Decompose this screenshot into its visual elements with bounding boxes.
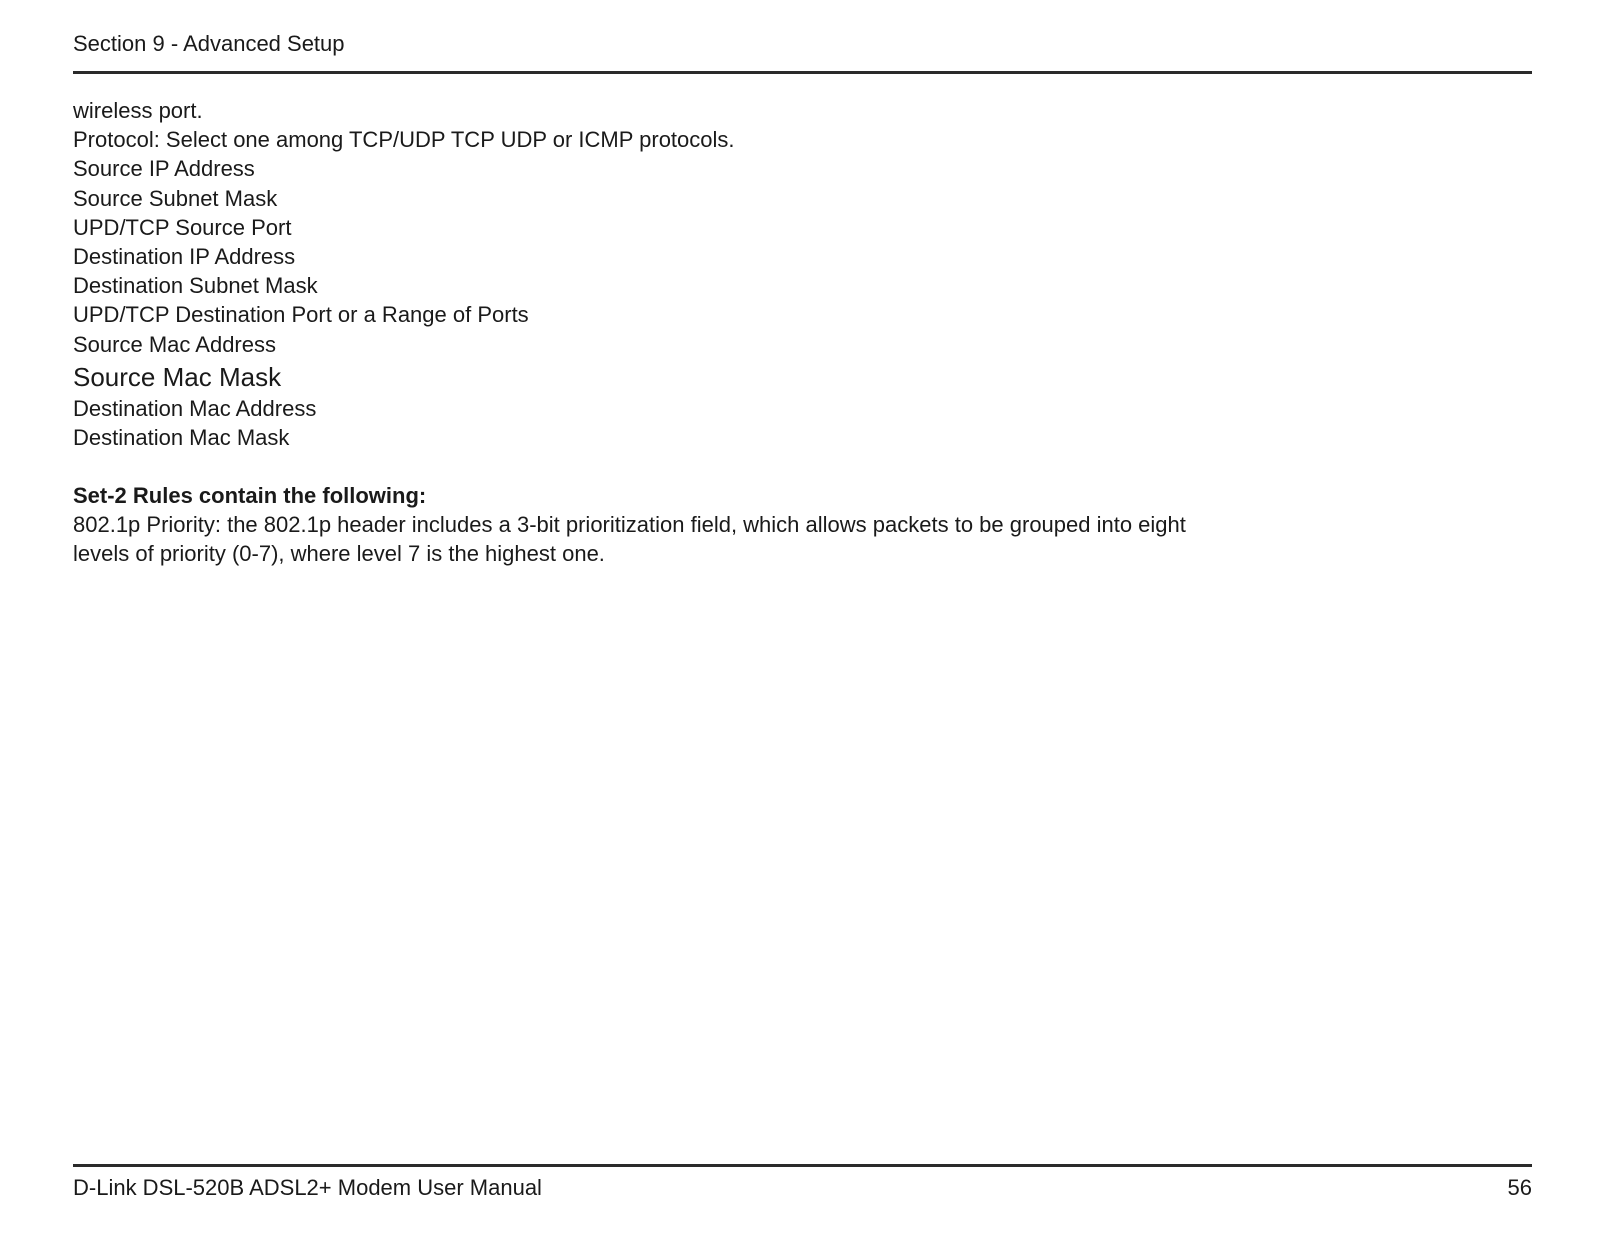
- set2-paragraph-line-2: levels of priority (0-7), where level 7 is the highest one.: [73, 541, 605, 567]
- set2-heading: Set-2 Rules contain the following:: [73, 483, 427, 509]
- text-line-source-mac-mask: Source Mac Mask: [73, 361, 282, 392]
- text-line-destination-ip: Destination IP Address: [73, 244, 296, 270]
- page-header-title: Section 9 - Advanced Setup: [73, 31, 345, 56]
- footer-divider: [73, 1164, 1532, 1167]
- text-line-wireless-port: wireless port.: [73, 98, 203, 123]
- page-content: [73, 96, 1473, 569]
- text-line-source-ip: Source IP Address: [73, 156, 255, 182]
- header-divider: [73, 71, 1532, 74]
- set2-paragraph-line-1: 802.1p Priority: the 802.1p header includes a 3-bit prioritization field, which allows packets to be grouped into eight: [73, 512, 1186, 538]
- set2-paragraph: [73, 510, 1333, 568]
- text-line-source-mac: Source Mac Address: [73, 331, 276, 357]
- text-line-destination-mac-mask: Destination Mac Mask: [73, 425, 290, 451]
- text-line-destination-subnet: Destination Subnet Mask: [73, 273, 318, 299]
- text-line-source-port: UPD/TCP Source Port: [73, 214, 292, 240]
- footer-manual-title: D-Link DSL-520B ADSL2+ Modem User Manual: [73, 1175, 542, 1200]
- text-line-source-subnet: Source Subnet Mask: [73, 185, 278, 211]
- text-line-destination-mac: Destination Mac Address: [73, 395, 317, 421]
- text-line-protocol: Protocol: Select one among TCP/UDP TCP UDP or ICMP protocols.: [73, 127, 735, 153]
- page-number: 56: [1507, 1175, 1532, 1200]
- text-line-destination-port: UPD/TCP Destination Port or a Range of Ports: [73, 302, 529, 328]
